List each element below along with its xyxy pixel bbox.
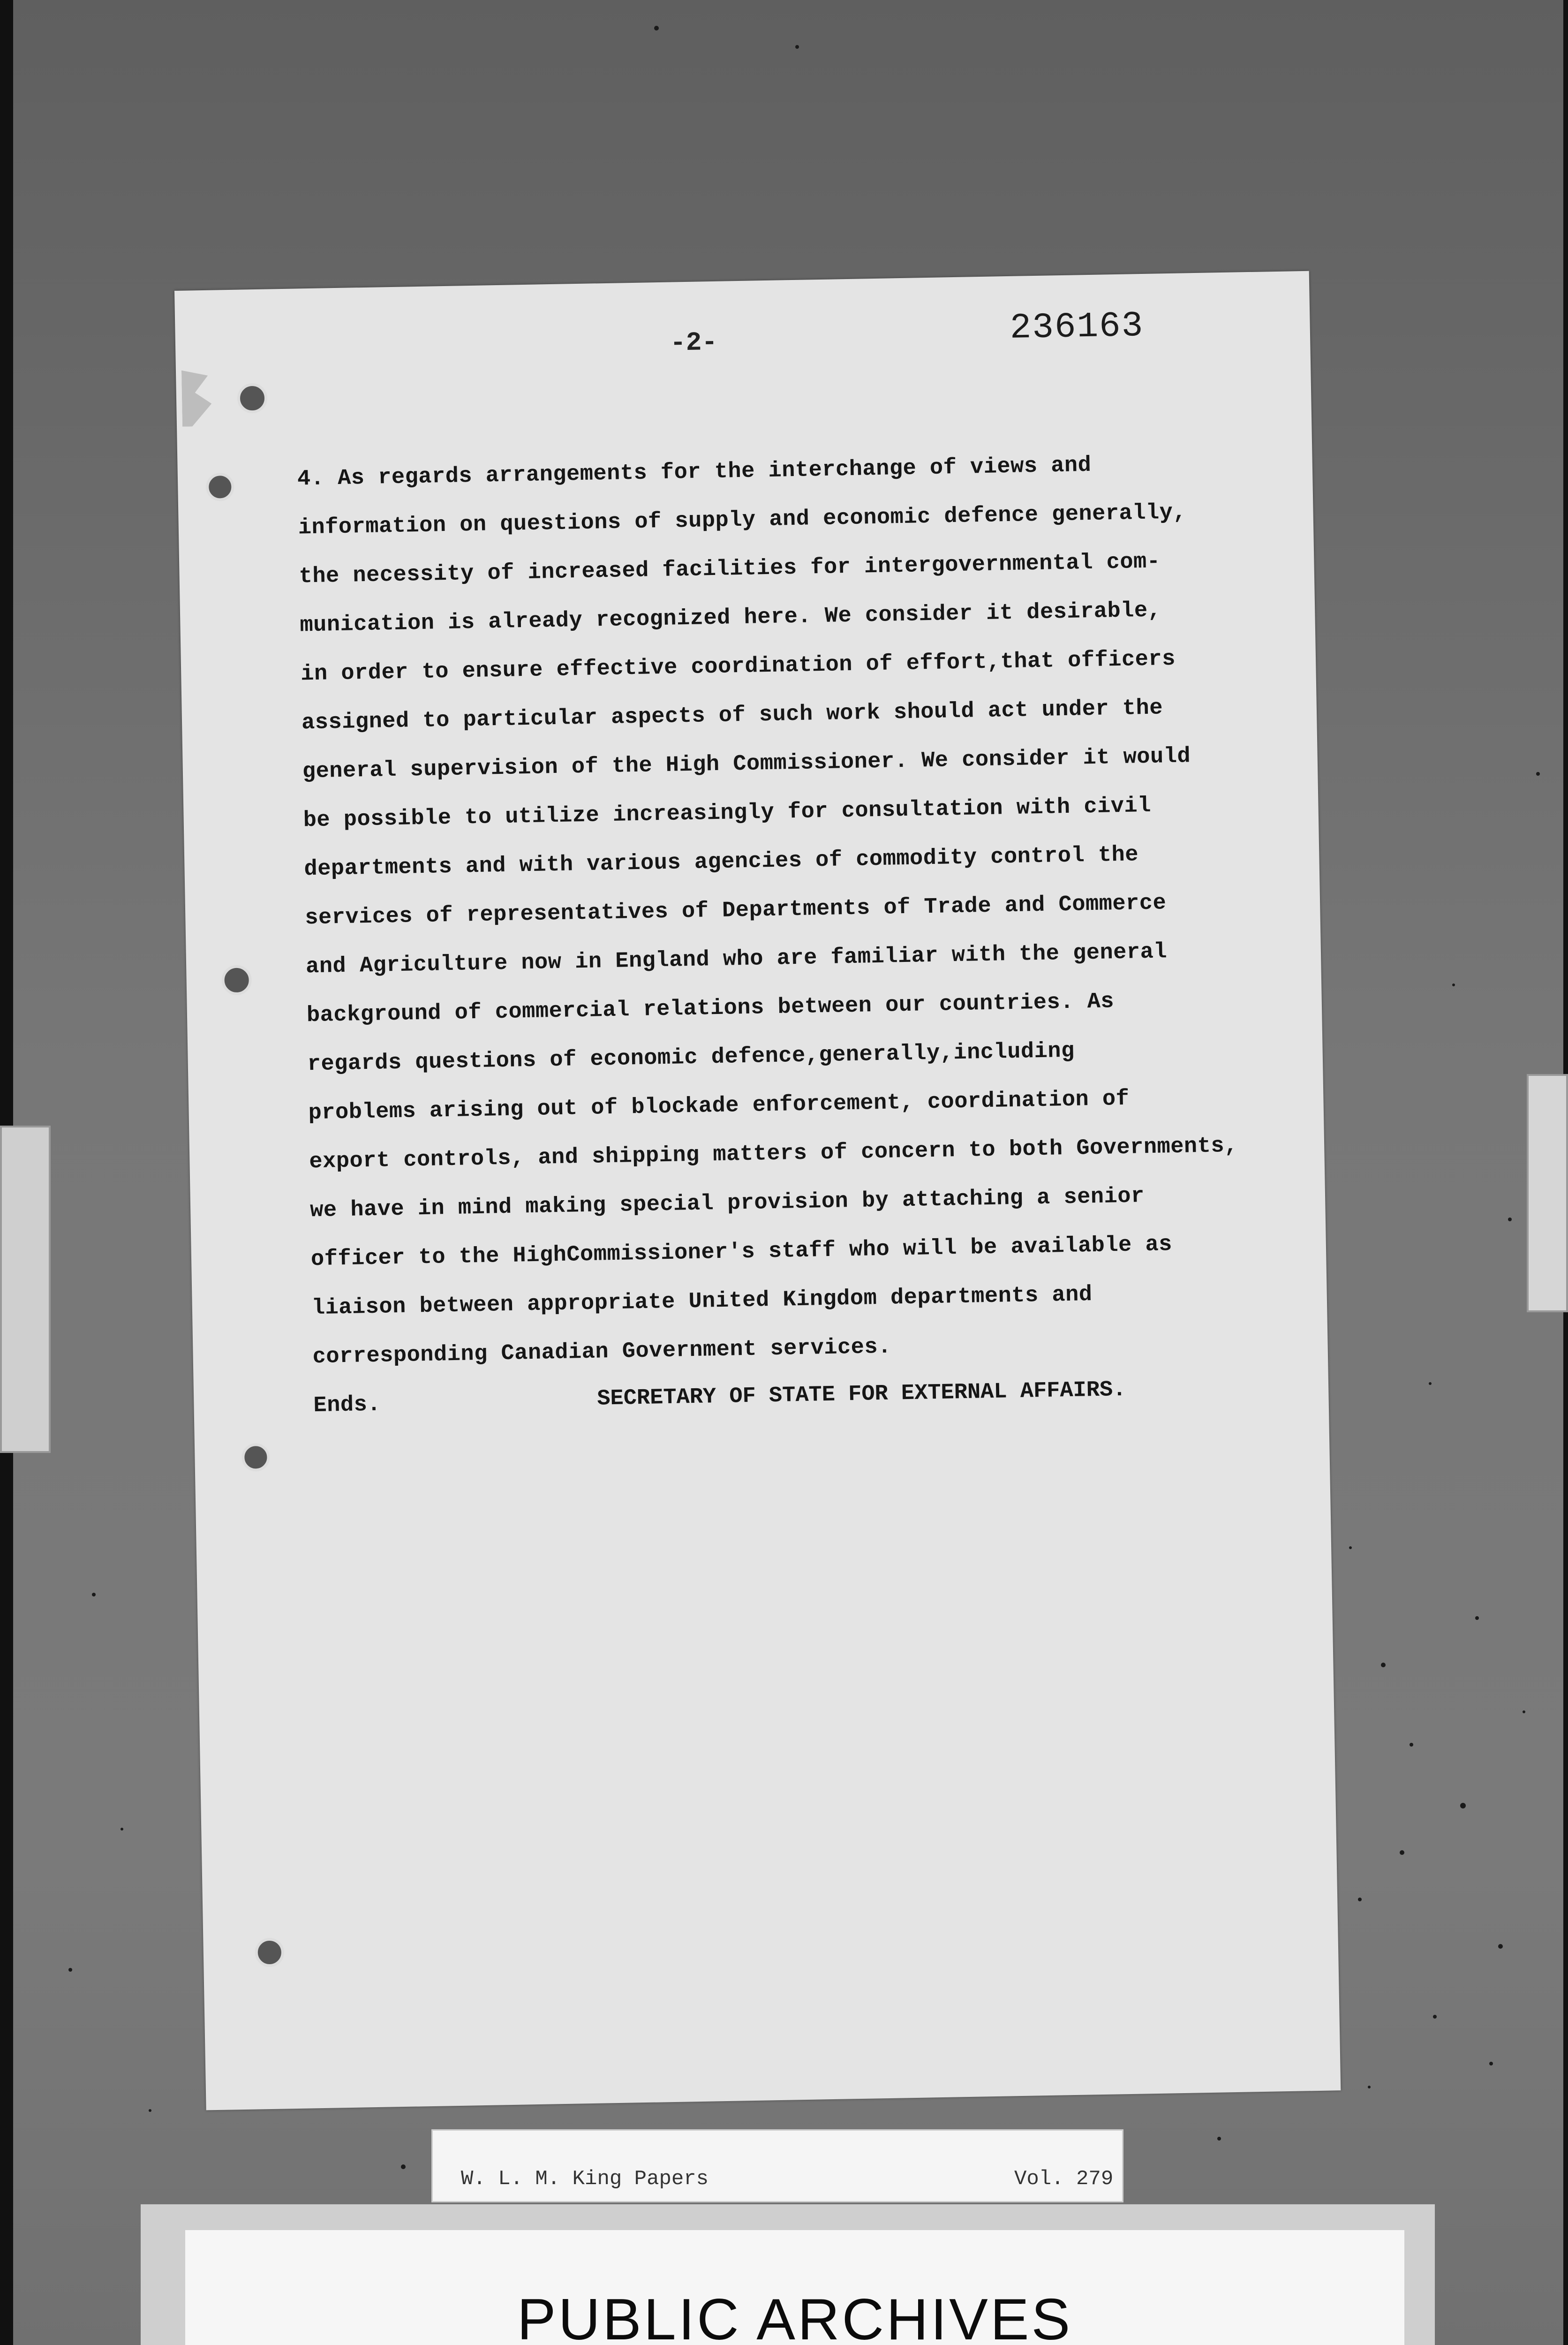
punch-hole (255, 1937, 284, 1967)
body-line: in order to ensure effective coordination of effort,that officers (300, 646, 1176, 687)
body-line: departments and with various agencies of commodity control the (304, 842, 1139, 882)
body-line: problems arising out of blockade enforcement, coordination of (308, 1086, 1130, 1126)
body-line: the necessity of increased facilities for intergovernmental com- (299, 549, 1161, 590)
page-number: -2- (670, 327, 718, 358)
collection-name: W. L. M. King Papers (461, 2167, 709, 2191)
volume-number: Vol. 279 (1014, 2167, 1114, 2191)
body-line: Ends. (313, 1392, 381, 1419)
body-line: 4. As regards arrangements for the interchange of views and (297, 453, 1092, 492)
body-line: liaison between appropriate United Kingdom departments and (311, 1282, 1093, 1321)
body-line: we have in mind making special provision by attaching a senior (309, 1184, 1145, 1224)
document-id: 236163 (1009, 305, 1145, 348)
body-line: information on questions of supply and economic defence generally, (298, 500, 1187, 541)
body-line: regards questions of economic defence,generally,including (307, 1038, 1075, 1077)
punch-hole (241, 1443, 270, 1472)
body-text (297, 438, 1294, 1430)
document-page (174, 271, 1341, 2110)
body-line: assigned to particular aspects of such work should act under the (301, 696, 1163, 736)
body-line: munication is already recognized here. We consider it desirable, (300, 598, 1161, 638)
archive-title-english: PUBLIC ARCHIVES (517, 2287, 1073, 2345)
punch-hole (206, 473, 234, 501)
body-line: export controls, and shipping matters of concern to both Governments, (309, 1133, 1238, 1175)
archive-card (185, 2230, 1404, 2345)
body-line: be possible to utilize increasingly for consultation with civil (303, 793, 1152, 833)
signature-line: SECRETARY OF STATE FOR EXTERNAL AFFAIRS. (596, 1377, 1126, 1412)
body-line: general supervision of the High Commissioner. We consider it would (302, 744, 1191, 785)
body-line: corresponding Canadian Government services. (312, 1334, 892, 1370)
punch-hole (237, 383, 267, 414)
body-line: background of commercial relations between our countries. As (306, 989, 1115, 1029)
collection-label (431, 2129, 1123, 2202)
torn-corner (181, 370, 215, 427)
body-line: and Agriculture now in England who are familiar with the general (305, 939, 1168, 980)
punch-hole (221, 965, 252, 995)
body-line: services of representatives of Departments of Trade and Commerce (304, 891, 1167, 931)
body-line: officer to the HighCommissioner's staff who will be available as (310, 1232, 1173, 1272)
